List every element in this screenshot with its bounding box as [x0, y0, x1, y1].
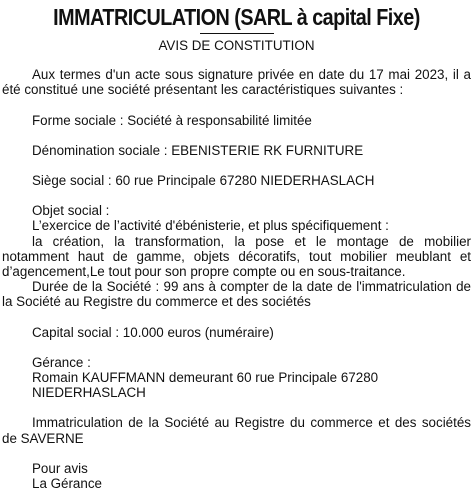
- objet-social-label: Objet social :: [32, 203, 110, 219]
- closing-pour-avis: Pour avis: [32, 460, 88, 476]
- siege-social: Siège social : 60 rue Principale 67280 NIEDERHASLACH: [32, 173, 375, 189]
- forme-sociale: Forme sociale : Société à responsabilité limitée: [32, 112, 312, 128]
- notice-subtitle: AVIS DE CONSTITUTION: [158, 38, 315, 53]
- immatriculation-paragraph: Immatriculation de la Société au Registre du commerce et des sociétés de SAVERNE: [2, 415, 471, 446]
- denomination-sociale: Dénomination sociale : EBENISTERIE RK FURNITURE: [32, 142, 364, 158]
- closing-la-gerance: La Gérance: [32, 476, 102, 491]
- gerance-value: Romain KAUFFMANN demeurant 60 rue Principale 67280 NIEDERHASLACH: [32, 370, 379, 401]
- objet-social-line-1: L’exercice de l’activité d'ébénisterie, et plus spécifiquement :: [32, 218, 389, 234]
- capital-social: Capital social : 10.000 euros (numéraire): [32, 324, 274, 340]
- gerance-label: Gérance :: [32, 354, 91, 370]
- objet-social-line-2: la création, la transformation, la pose et le montage de mobilier notamment haut de gamme, objets décoratifs, tout mobilier meublant et d’agencement,Le tout pour son propre compte ou en sous-traitance.: [2, 233, 471, 280]
- notice-title: IMMATRICULATION (SARL à capital Fixe): [53, 4, 420, 30]
- title-underline: [200, 33, 274, 34]
- duree-societe: Durée de la Société : 99 ans à compter de la date de l'immatriculation de la Société au Registre du commerce et des sociétés: [2, 279, 471, 310]
- intro-paragraph: Aux termes d'un acte sous signature privée en date du 17 mai 2023, il a été constitué une société présentant les caractéristiques suivantes :: [2, 67, 471, 98]
